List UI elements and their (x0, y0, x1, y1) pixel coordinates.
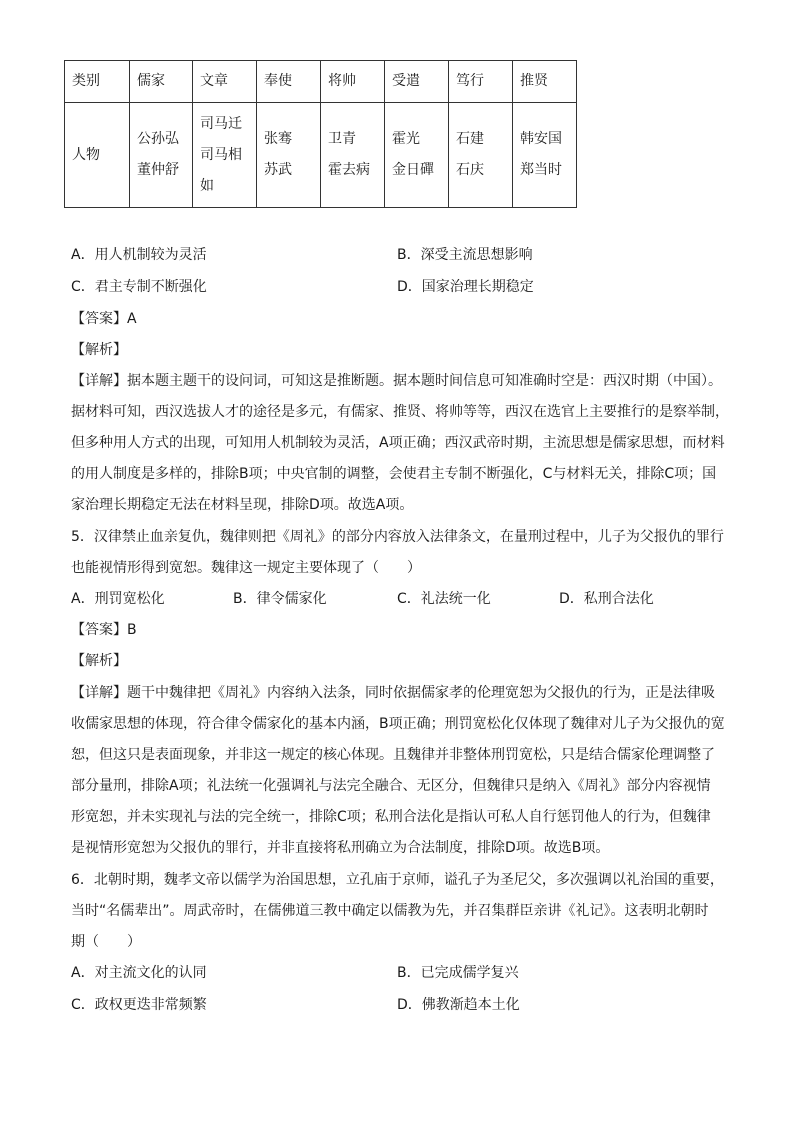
q6-option-d: D．佛教渐趋本土化 (397, 997, 520, 1013)
q6-option-a: A．对主流文化的认同 (71, 965, 207, 981)
person-name: 董仲舒 (137, 162, 179, 178)
person-name: 公孙弘 (137, 131, 179, 147)
q5-option-d: D．私刑合法化 (559, 591, 654, 607)
table-cell (385, 103, 449, 208)
q5-detail-line: 是视情形宽恕为父报仇的罪行，并非直接将私刑确立为合法制度，排除D项。故选B项。 (71, 840, 610, 856)
q4-detail-line: 据材料可知，西汉选拔人才的途径是多元，有儒家、推贤、将帅等等，西汉在选官上主要推行的是察举制， (71, 404, 729, 420)
table-cell (321, 103, 385, 208)
q6-stem-line: 6．北朝时期，魏孝文帝以儒学为治国思想，立孔庙于京师，谥孔子为圣尼父，多次强调以礼治国的重要， (71, 872, 724, 888)
person-name: 韩安国 (520, 131, 562, 147)
q5-detail-line: 恕，但这只是表面现象，并非这一规定的核心体现。且魏律并非整体刑罚宽松，只是结合儒家伦理调整了 (71, 747, 715, 763)
person-name: 司马相 (200, 146, 242, 163)
person-name: 司马迁 (200, 115, 242, 132)
table-header-cell: 受遣 (385, 61, 449, 103)
table-cell (193, 103, 257, 208)
table-cell (513, 103, 577, 208)
table-header-row (65, 61, 577, 103)
person-name: 苏武 (264, 162, 292, 178)
q4-option-a: A．用人机制较为灵活 (71, 247, 207, 263)
table-header-cell: 将帅 (321, 61, 385, 103)
q5-option-b: B．律令儒家化 (233, 591, 327, 607)
q4-detail-line: 家治理长期稳定无法在材料呈现，排除D项。故选A项。 (71, 497, 414, 513)
q4-detail-line: 但多种用人方式的出现，可知用人机制较为灵活，A项正确；西汉武帝时期，主流思想是儒家思想，而材料 (71, 435, 725, 451)
table-header-cell: 笃行 (449, 61, 513, 103)
table-cell (257, 103, 321, 208)
q4-option-c: C．君主专制不断强化 (71, 279, 207, 295)
person-name: 金日磾 (392, 162, 434, 178)
q5-detail-line: 【详解】题干中魏律把《周礼》内容纳入法条，同时依据儒家孝的伦理宽恕为父报仇的行为，正是法律吸 (71, 685, 715, 701)
q4-detail-line: 【详解】据本题主题干的设问词，可知这是推断题。据本题时间信息可知准确时空是：西汉时期（中国）。 (71, 373, 722, 389)
table-cell (130, 103, 193, 208)
q4-option-d: D．国家治理长期稳定 (397, 279, 534, 295)
person-name: 石建 (456, 131, 484, 147)
table-cell (449, 103, 513, 208)
table-header-cell: 儒家 (130, 61, 193, 103)
q6-option-b: B．已完成儒学复兴 (397, 965, 519, 981)
q5-stem-line: 5．汉律禁止血亲复仇，魏律则把《周礼》的部分内容放入法律条文，在量刑过程中，儿子为父报仇的罪行 (71, 529, 724, 545)
table-header-cell: 奉使 (257, 61, 321, 103)
table-row-label: 人物 (65, 103, 130, 208)
q5-option-a: A．刑罚宽松化 (71, 591, 165, 607)
person-name: 霍光 (392, 131, 420, 147)
q4-detail-line: 的用人制度是多样的，排除B项；中央官制的调整，会使君主专制不断强化，C与材料无关，排除C项；国 (71, 466, 717, 482)
q6-stem-line: 当时“名儒辈出”。周武帝时，在儒佛道三教中确定以儒教为先，并召集群臣亲讲《礼记》。这表明北朝时 (71, 903, 709, 919)
person-name: 霍去病 (328, 162, 370, 178)
person-name: 如 (200, 177, 214, 194)
table-header-cell: 类别 (65, 61, 130, 103)
q4-answer: 【答案】A (71, 311, 137, 327)
q5-answer: 【答案】B (71, 622, 137, 638)
q5-stem-line: 也能视情形得到宽恕。魏律这一规定主要体现了（ ） (71, 560, 421, 576)
q5-option-c: C．礼法统一化 (397, 591, 491, 607)
q4-analysis-heading: 【解析】 (71, 342, 127, 358)
q6-option-c: C．政权更迭非常频繁 (71, 997, 207, 1013)
table-header-cell: 推贤 (513, 61, 577, 103)
q5-analysis-heading: 【解析】 (71, 653, 127, 669)
q5-detail-line: 形宽恕，并未实现礼与法的完全统一，排除C项；私刑合法化是指认可私人自行惩罚他人的行为，但魏律 (71, 809, 711, 825)
q4-option-b: B．深受主流思想影响 (397, 247, 533, 263)
officials-table (64, 60, 577, 208)
q5-detail-line: 部分量刑，排除A项；礼法统一化强调礼与法完全融合、无区分，但魏律只是纳入《周礼》部分内容视情 (71, 778, 711, 794)
person-name: 卫青 (328, 131, 356, 147)
q5-detail-line: 收儒家思想的体现，符合律令儒家化的基本内涵，B项正确；刑罚宽松化仅体现了魏律对儿子为父报仇的宽 (71, 716, 725, 732)
person-name: 郑当时 (520, 162, 562, 178)
person-name: 张骞 (264, 131, 292, 147)
q6-stem-line: 期（ ） (71, 934, 141, 950)
person-name: 石庆 (456, 162, 484, 178)
table-row (65, 103, 577, 208)
table-header-cell: 文章 (193, 61, 257, 103)
